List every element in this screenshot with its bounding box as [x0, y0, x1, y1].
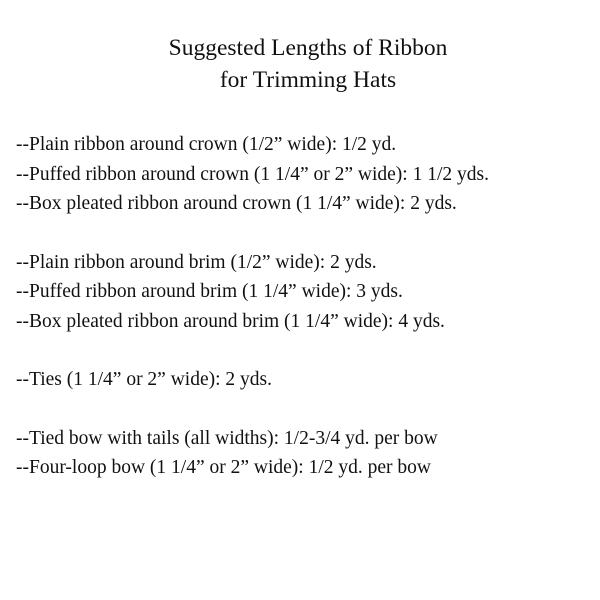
- ribbon-length-list: [16, 130, 600, 483]
- title-line-1: Suggested Lengths of Ribbon: [168, 35, 448, 61]
- brim-group: [16, 248, 600, 337]
- list-item: --Puffed ribbon around crown (1 1/4” or 2” wide): 1 1/2 yds.: [16, 163, 489, 185]
- title-line-2: for Trimming Hats: [219, 67, 397, 93]
- list-item: --Plain ribbon around brim (1/2” wide): 2 yds.: [16, 251, 377, 273]
- list-item: --Plain ribbon around crown (1/2” wide): 1/2 yd.: [16, 134, 397, 155]
- list-item: --Box pleated ribbon around brim (1 1/4” wide): 4 yds.: [16, 310, 445, 332]
- list-item: --Ties (1 1/4” or 2” wide): 2 yds.: [16, 369, 272, 390]
- list-item: --Tied bow with tails (all widths): 1/2-3/4 yd. per bow: [16, 427, 438, 449]
- ties-group: [16, 365, 600, 395]
- bow-group: [16, 424, 600, 483]
- list-item: --Four-loop bow (1 1/4” or 2” wide): 1/2 yd. per bow: [16, 457, 431, 478]
- document-title: [0, 32, 600, 96]
- crown-group: [16, 130, 600, 219]
- list-item: --Puffed ribbon around brim (1 1/4” wide): 3 yds.: [16, 281, 403, 302]
- list-item: --Box pleated ribbon around crown (1 1/4” wide): 2 yds.: [16, 193, 457, 214]
